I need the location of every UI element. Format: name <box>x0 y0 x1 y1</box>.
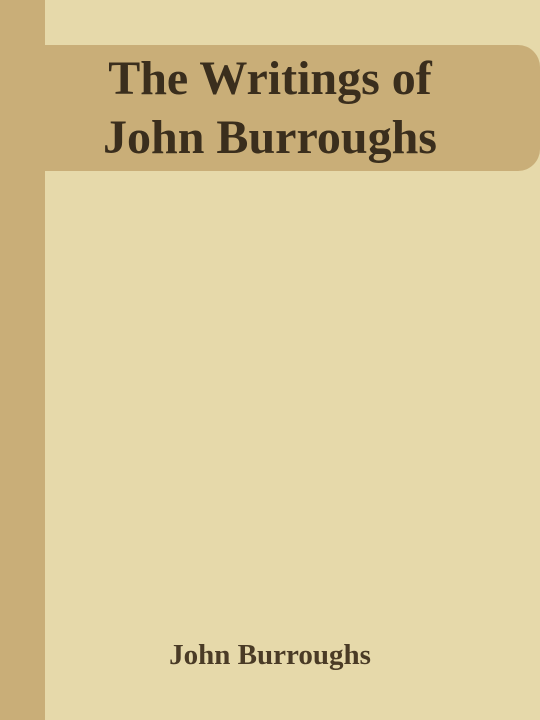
book-title <box>45 49 495 167</box>
book-spine <box>0 0 45 720</box>
book-title-line-2: John Burroughs <box>103 111 437 164</box>
book-title-line-1: The Writings of <box>108 52 432 105</box>
book-author: John Burroughs <box>169 639 371 671</box>
